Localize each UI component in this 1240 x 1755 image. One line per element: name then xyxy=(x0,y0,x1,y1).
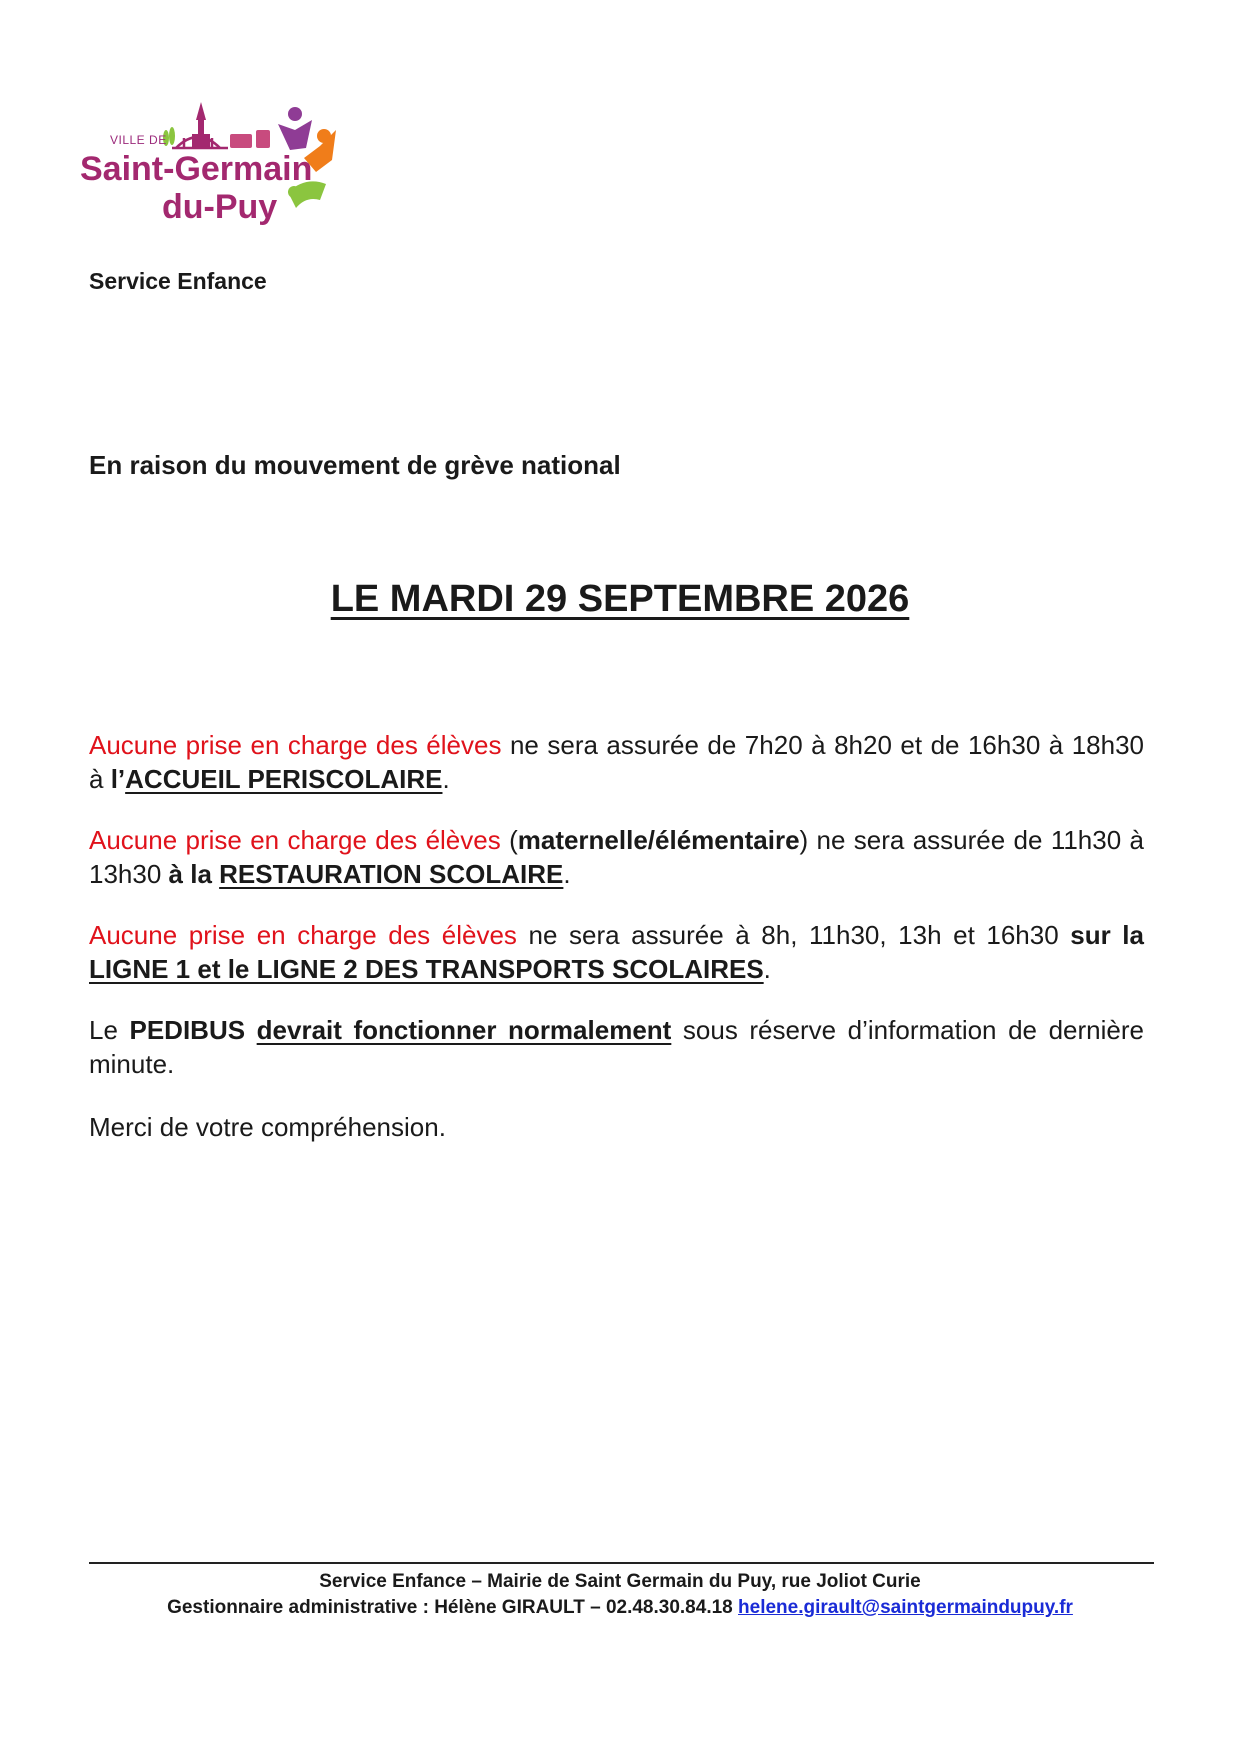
date-title: LE MARDI 29 SEPTEMBRE 2026 xyxy=(330,578,910,620)
warning-text: Aucune prise en charge des élèves xyxy=(89,730,502,760)
logo-line1: Saint-Germain xyxy=(80,150,313,188)
intro-heading: En raison du mouvement de grève national xyxy=(89,450,621,480)
logo-line2: du-Puy xyxy=(162,188,278,226)
paragraph-text: Le xyxy=(89,1015,130,1045)
logo-small-text: VILLE DE xyxy=(110,133,167,147)
paragraph-periscolaire xyxy=(89,728,1144,796)
bold-text: maternelle/élémentaire xyxy=(517,825,800,855)
footer-email-link[interactable]: helene.girault@saintgermaindupuy.fr xyxy=(738,1597,1073,1618)
footer-divider xyxy=(89,1562,1154,1564)
paragraph-pedibus xyxy=(89,1013,1144,1081)
service-name: LIGNE 1 et le LIGNE 2 DES TRANSPORTS SCOLAIRES xyxy=(89,954,764,984)
service-label: Service Enfance xyxy=(89,268,267,294)
paragraph-text: ( xyxy=(500,825,518,855)
footer-contact: Gestionnaire administrative : Hélène GIRAULT – 02.48.30.84.18 xyxy=(167,1597,739,1618)
bold-text: PEDIBUS xyxy=(129,1015,246,1045)
paragraph-text: ne sera assurée à 8h, 11h30, 13h et 16h30 xyxy=(516,920,1071,950)
city-logo xyxy=(80,100,360,240)
footer-line1: Service Enfance – Mairie de Saint Germain du Puy, rue Joliot Curie xyxy=(319,1571,921,1592)
paragraph-end: . xyxy=(442,764,450,794)
warning-text: Aucune prise en charge des élèves xyxy=(89,825,501,855)
footer-line2 xyxy=(0,1595,1240,1621)
paragraph-text xyxy=(245,1015,257,1045)
paragraph-restauration xyxy=(89,823,1144,891)
footer xyxy=(0,1569,1240,1621)
paragraph-end: . xyxy=(563,859,571,889)
paragraph-text: ne sera assurée de 7h20 à 8h20 et de 16h30 à 18h30 à xyxy=(89,730,1145,794)
warning-text: Aucune prise en charge des élèves xyxy=(89,920,517,950)
bold-text: sur la xyxy=(1070,920,1144,950)
paragraph-text: sous réserve d’information de dernière minute. xyxy=(89,1015,1144,1079)
paragraph-end: . xyxy=(763,954,771,984)
service-name: ACCUEIL PERISCOLAIRE xyxy=(125,764,443,794)
service-name: RESTAURATION SCOLAIRE xyxy=(219,859,564,889)
bold-text: l’ xyxy=(110,764,126,794)
city-logo-graphic xyxy=(80,100,360,240)
paragraph-transports xyxy=(89,918,1144,986)
paragraph-text: ) ne sera assurée de 11h30 à 13h30 xyxy=(89,825,1144,889)
closing-line: Merci de votre compréhension. xyxy=(89,1112,446,1142)
bold-text: à la xyxy=(168,859,220,889)
service-status: devrait fonctionner normalement xyxy=(256,1015,672,1045)
